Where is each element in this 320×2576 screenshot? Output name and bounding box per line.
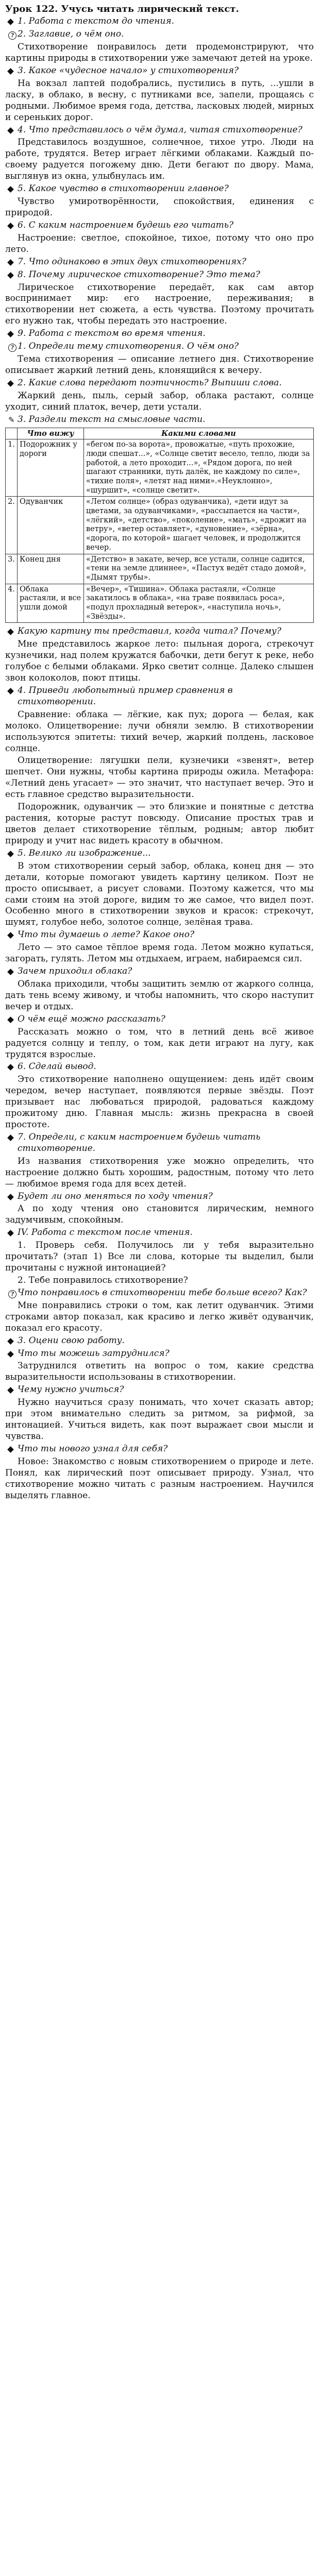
question-text: Чему нужно учиться? — [18, 1384, 124, 1395]
table-header-words: Какими словами — [84, 428, 314, 439]
question-icon: ? — [8, 344, 16, 352]
question-text: 3. Какое «чудесное начало» у стихотворения? — [18, 65, 239, 76]
question-text: 5. Велико ли изображение... — [18, 848, 151, 858]
question-text: 8. Почему лирическое стихотворение? Это тема? — [18, 269, 260, 280]
answer-paragraph: Нужно научиться сразу понимать, что хочет сказать автор; при этом внимательно следить за ритмом, за рифмой, за интонацией. Учиться видеть, как поэт выражает свои мысли и чувства. — [5, 1397, 314, 1442]
answer-paragraph: Новое: Знакомство с новым стихотворением о природе и лете. Понял, как лирический поэт описывает природу. Узнал, что стихотворение можно читать с разным настроением. Научился выделять главное. — [5, 1456, 314, 1501]
item-marker — [8, 1336, 13, 1347]
question-item — [5, 1335, 314, 1347]
diamond-icon — [7, 851, 14, 857]
diamond-icon — [7, 688, 14, 694]
question-text: 6. Сделай вывод. — [18, 1061, 96, 1072]
item-marker — [8, 967, 13, 977]
diamond-icon — [7, 969, 14, 975]
answer-paragraph: Мне представилось жаркое лето: пыльная дорога, стрекочут кузнечики, над полем кружатся бабочки, дети бегут к реке, небо голубое с белыми облаками. Ярко светит солнце. Далеко слышен звон колоколов, поют птицы. — [5, 639, 314, 683]
diamond-icon — [7, 1134, 14, 1141]
diamond-icon — [7, 259, 14, 266]
answer-paragraph: Настроение: светлое, спокойное, тихое, потому что оно про лето. — [5, 232, 314, 255]
item-marker — [8, 16, 13, 27]
question-item — [5, 269, 314, 281]
answer-paragraph: Лето — это самое тёплое время года. Летом можно купаться, загорать, гулять. Летом мы отдыхаем, играем, набираемся сил. — [5, 942, 314, 964]
question-text: Что понравилось в стихотворении тебе больше всего? Как? — [18, 1287, 307, 1298]
table-row — [6, 584, 314, 623]
item-marker — [8, 1062, 13, 1073]
table-row — [6, 554, 314, 584]
answer-paragraph: Представилось воздушное, солнечное, тихое утро. Люди на работе, трудятся. Ветер играет лёгкими облаками. Каждый по-своему радуется погожему дню. Дети бегают по двору. Мама, выглянув из окна, улыбнулась им. — [5, 137, 314, 182]
item-marker — [8, 221, 13, 231]
question-text: 6. С каким настроением будешь его читать? — [18, 219, 234, 230]
diamond-icon — [7, 629, 14, 635]
row-picture: Подорожник у дороги — [18, 439, 84, 497]
answer-paragraph: Затруднился ответить на вопрос о том, какие средства выразительности использованы в стихотворении. — [5, 1361, 314, 1383]
row-picture: Облака растаяли, и все ушли домой — [18, 584, 84, 623]
item-marker — [8, 1349, 13, 1360]
lesson-section-2 — [5, 626, 314, 1501]
answer-paragraph: На вокзал лаптей подобрались, пустились в путь, ...ушли в ласку, в облако, в весну, с путниками все, запели, прощаясь с родными. Любимое время года, детства, ласковых людей, мирных и сереньких дорог. — [5, 78, 314, 123]
item-marker — [8, 849, 13, 859]
diamond-icon — [7, 272, 14, 279]
question-item — [5, 929, 314, 941]
item-marker — [8, 270, 13, 281]
question-text: 4. Что представилось о чём думал, читая стихотворение? — [18, 124, 302, 135]
question-text: 1. Работа с текстом до чтения. — [18, 16, 175, 27]
question-text: 9. Работа с текстом во время чтения. — [18, 328, 206, 339]
answer-paragraph: Сравнение: облака — лёгкие, как пух; дорога — белая, как молоко. Олицетворение: лучи обняли землю. В стихотворении используются эпитеты: тихий вечер, жаркий полдень, ласковое солнце. — [5, 709, 314, 754]
question-text: О чём ещё можно рассказать? — [18, 1013, 165, 1024]
table-header-num — [6, 428, 18, 439]
answer-paragraph: Рассказать можно о том, что в летний день всё живое радуется солнцу и теплу, о том, как дети играют на лугу, как трудятся взрослые. — [5, 1026, 314, 1060]
diamond-icon — [7, 68, 14, 75]
question-item — [5, 626, 314, 637]
question-text: Будет ли оно меняться по ходу чтения? — [18, 1191, 213, 1201]
item-marker — [8, 342, 16, 352]
question-item — [5, 341, 314, 352]
question-text: 3. Раздели текст на смысловые части. — [18, 414, 206, 425]
row-number: 2. — [6, 497, 18, 554]
answer-paragraph: Тема стихотворения — описание летнего дня. Стихотворение описывает жаркий летний день, клонящийся к вечеру. — [5, 354, 314, 376]
diamond-icon — [7, 1338, 14, 1345]
item-marker — [8, 257, 13, 268]
diamond-icon — [7, 1351, 14, 1358]
row-number: 3. — [6, 554, 18, 584]
row-number: 4. — [6, 584, 18, 623]
answer-paragraph: А по ходу чтения оно становится лирическим, немного задумчивым, спокойным. — [5, 1204, 314, 1226]
question-item — [5, 966, 314, 977]
question-item — [5, 257, 314, 268]
question-text: 2. Какие слова передают поэтичность? Выпиши слова. — [18, 377, 282, 388]
question-text: 4. Приведи любопытный пример сравнения в стихотворении. — [18, 685, 233, 707]
diamond-icon — [7, 127, 14, 134]
diamond-icon — [7, 223, 14, 229]
question-text: 7. Определи, с каким настроением будешь читать стихотворение. — [18, 1131, 261, 1154]
item-marker — [8, 686, 13, 697]
table-header-what: Что вижу — [18, 428, 84, 439]
question-item — [5, 685, 314, 708]
question-item — [5, 65, 314, 77]
diamond-icon — [7, 1446, 14, 1453]
item-marker — [8, 184, 13, 195]
item-marker — [8, 1014, 13, 1025]
diamond-icon — [7, 380, 14, 387]
item-marker — [8, 66, 13, 77]
question-item — [5, 1287, 314, 1299]
item-marker — [8, 626, 13, 637]
answer-paragraph: Мне понравились строки о том, как летит одуванчик. Этими строками автор показал, как красиво и легко живёт одуванчик, показал его красоту. — [5, 1300, 314, 1333]
question-item — [5, 29, 314, 40]
diamond-icon — [7, 331, 14, 337]
diamond-icon — [7, 1016, 14, 1023]
question-item — [5, 1348, 314, 1360]
diamond-icon — [7, 1387, 14, 1394]
question-icon: ? — [8, 1290, 16, 1298]
row-words: «бегом по-за ворота», провожатые, «путь прохожие, люди спешат...», «Солнце светит весело, тепло, люди за работой, а лето проходит...», «Рядом дорога, по ней шагают странники, путь далёк, не каждому по силе», «тихие поля», «летят над ними».«Неуклонно», «шуршит», «солнце светит». — [84, 439, 314, 497]
item-marker — [8, 1288, 16, 1299]
question-item — [5, 1227, 314, 1239]
question-text: 7. Что одинаково в этих двух стихотворениях? — [18, 256, 246, 267]
answer-paragraph: Лирическое стихотворение передаёт, как сам автор воспринимает мир: его настроение, переживания; в стихотворении нет сюжета, а есть чувства. Поэтому прочитать его нужно так, чтобы передать это настроение. — [5, 282, 314, 327]
answer-paragraph: Подорожник, одуванчик — это близкие и понятные с детства растения, которые растут повсюду. Описание простых трав и цветов делает стихотворение тёплым, родным; автор любит природу и учит нас видеть красоту в обычном. — [5, 802, 314, 846]
question-icon: ? — [8, 31, 16, 40]
item-marker — [8, 1444, 13, 1455]
answer-paragraph: Это стихотворение наполнено ощущением: день идёт своим чередом, вечер наступает, появляются первые звёзды. Поэт призывает нас любоваться природой, радоваться каждому прожитому дню. Главная мысль: жизнь прекрасна в своей простоте. — [5, 1074, 314, 1130]
question-text: 1. Определи тему стихотворения. О чём оно? — [18, 341, 239, 352]
question-item — [5, 1132, 314, 1155]
item-marker — [8, 378, 13, 389]
answer-paragraph: Чувство умиротворённости, спокойствия, единения с природой. — [5, 196, 314, 218]
question-text: 5. Какое чувство в стихотворении главное? — [18, 183, 229, 194]
item-marker — [8, 1385, 13, 1396]
question-item — [5, 414, 314, 426]
question-text: 3. Оцени свою работу. — [18, 1335, 125, 1346]
answer-paragraph: 1. Проверь себя. Получилось ли у тебя выразительно прочитать? (этап 1) Все ли слова, которые ты выделил, были прочитаны с нужной интонацией? — [5, 1240, 314, 1274]
table-header-row — [6, 428, 314, 439]
question-item — [5, 328, 314, 340]
question-item — [5, 125, 314, 136]
row-picture: Одуванчик — [18, 497, 84, 554]
diamond-icon — [7, 19, 14, 25]
row-words: «Вечер», «Тишина». Облака растаяли, «Солнце закатилось в облака», «на траве появилась роса», «подул прохладный ветерок», «наступила ночь», «Звёзды». — [84, 584, 314, 623]
diamond-icon — [7, 932, 14, 939]
question-item — [5, 1444, 314, 1455]
question-item — [5, 16, 314, 27]
item-marker — [8, 1132, 13, 1143]
question-text: Какую картину ты представил, когда читал? Почему? — [18, 626, 281, 637]
row-number: 1. — [6, 439, 18, 497]
pen-icon: ✎ — [8, 415, 15, 425]
item-marker — [8, 1228, 13, 1239]
page-title: Урок 122. Учусь читать лирический текст. — [5, 4, 239, 14]
question-item — [5, 848, 314, 859]
row-picture: Конец дня — [18, 554, 84, 584]
item-marker — [8, 1192, 13, 1202]
diamond-icon — [7, 1064, 14, 1071]
diamond-icon — [7, 1194, 14, 1200]
item-marker — [8, 930, 13, 941]
question-text: 2. Заглавие, о чём оно. — [18, 29, 124, 40]
question-text: Что ты думаешь о лете? Какое оно? — [18, 929, 195, 940]
answer-paragraph: Олицетворение: лягушки пели, кузнечики «звенят», ветер шепчет. Они нужны, чтобы картина природы ожила. Метафора: «Летний день угасает» — это значит, что наступает вечер. Это и есть главное средство выразительности. — [5, 755, 314, 800]
item-marker — [8, 125, 13, 136]
lesson-section-1 — [5, 16, 314, 425]
parts-table — [5, 428, 314, 623]
diamond-icon — [7, 1230, 14, 1236]
question-item — [5, 183, 314, 195]
item-marker — [8, 29, 16, 40]
answer-paragraph: В этом стихотворении серый забор, облака, конец дня — это детали, которые помогают увидеть картину целиком. Поэт не просто описывает, а рисует словами. Поэтому кажется, что мы сами стоим на этой дороге, видим то же самое, что видел поэт. Особенно много в стихотворении звуков и красок: стрекочут, шумят, голубое небо, золотое солнце, зелёная трава. — [5, 860, 314, 928]
answer-paragraph: Из названия стихотворения уже можно определить, что настроение должно быть хорошим, радостным, потому что лето — любимое время года для всех детей. — [5, 1156, 314, 1189]
row-words: «Детство» в закате, вечер, все устали, солнце садится, «тени на земле длиннее», «Пастух ведёт стадо домой», «Дымят трубы». — [84, 554, 314, 584]
question-item — [5, 220, 314, 231]
answer-paragraph: 2. Тебе понравилось стихотворение? — [18, 1275, 188, 1286]
question-text: Что ты можешь затруднился? — [18, 1348, 170, 1359]
question-item — [5, 1014, 314, 1025]
table-row — [6, 497, 314, 554]
question-item — [5, 1191, 314, 1202]
question-item — [5, 1384, 314, 1396]
question-text: Что ты нового узнал для себя? — [18, 1443, 168, 1454]
question-text: IV. Работа с текстом после чтения. — [18, 1227, 193, 1238]
question-item — [5, 378, 314, 389]
question-item — [5, 1061, 314, 1073]
row-words: «Летом солнце» (образ одуванчика), «дети идут за цветами, за одуванчиками», «рассыпается на части», «лёгкий», «детство», «поколение», «мать», «дрожит на ветру», «ветер оставляет», «дуновение», «зёрна», «дорога, по которой» шагает человек, и продолжится вечер. — [84, 497, 314, 554]
answer-paragraph: Жаркий день, пыль, серый забор, облака растают, солнце уходит, синий платок, вечер, дети устали. — [5, 390, 314, 412]
question-text: Зачем приходил облака? — [18, 966, 132, 977]
item-marker — [8, 329, 13, 340]
diamond-icon — [7, 186, 14, 193]
answer-paragraph: Облака приходили, чтобы защитить землю от жаркого солнца, дать тень всему живому, и чтобы напомнить, что скоро наступит вечер и отдых. — [5, 978, 314, 1012]
table-row — [6, 439, 314, 497]
item-marker — [8, 415, 15, 426]
answer-paragraph: Стихотворение понравилось дети продемонстрируют, что картины природы в стихотворении уже замечают детей на уроке. — [5, 42, 314, 63]
